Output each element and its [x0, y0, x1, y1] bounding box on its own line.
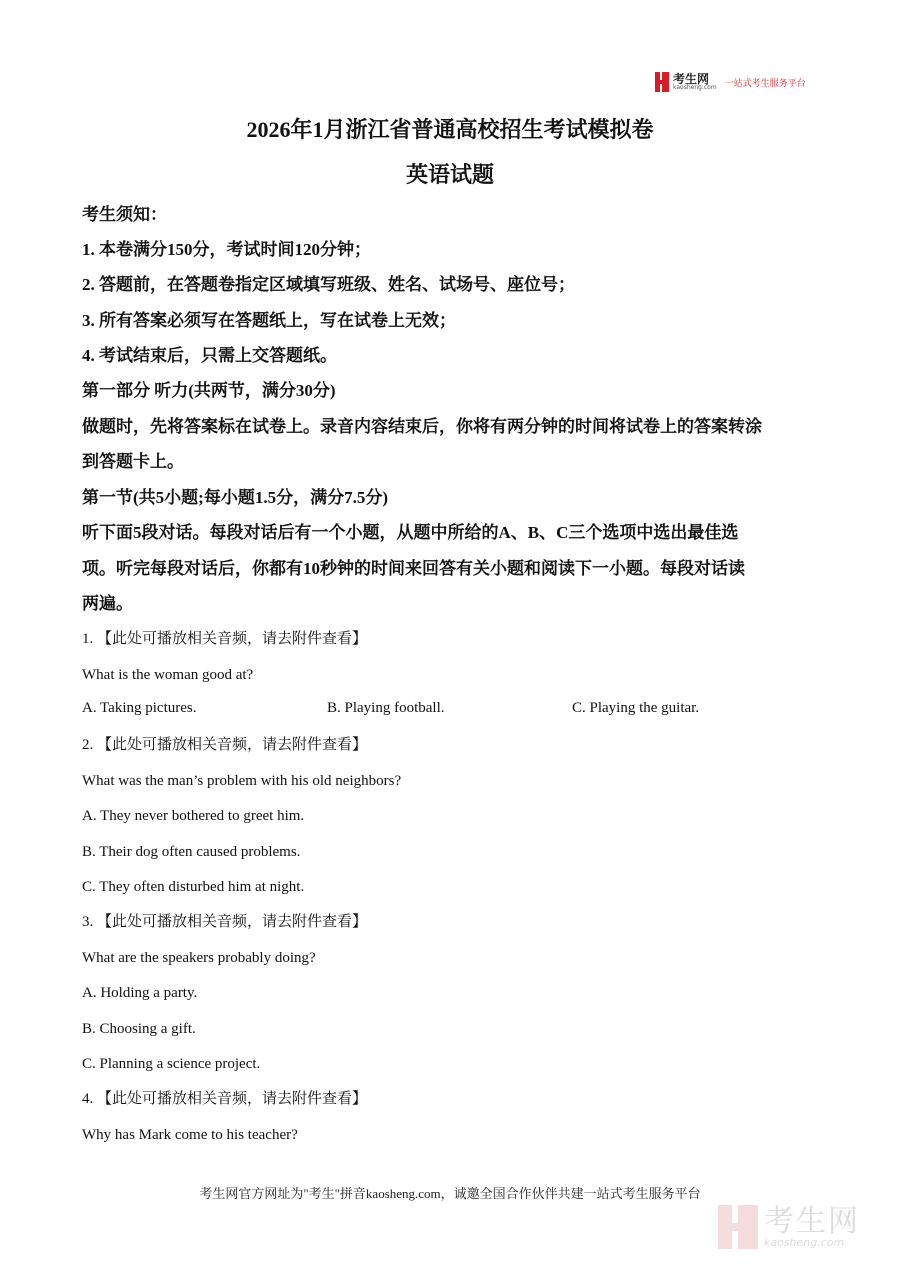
- question-1-option-b: B. Playing football.: [327, 700, 445, 716]
- exam-title: 2026年1月浙江省普通高校招生考试模拟卷: [246, 117, 654, 142]
- question-3-option-b: B. Choosing a gift.: [82, 1021, 196, 1037]
- question-3-text: What are the speakers probably doing?: [82, 950, 316, 966]
- section1-heading: 第一节(共5小题;每小题1.5分，满分7.5分): [82, 488, 388, 507]
- part1-heading: 第一部分 听力(共两节，满分30分): [82, 381, 336, 400]
- notice-item: 3. 所有答案必须写在答题纸上，写在试卷上无效；: [82, 311, 456, 330]
- brand-domain: kaosheng.com: [673, 84, 717, 91]
- question-2-text: What was the man’s problem with his old neighbors?: [82, 773, 402, 789]
- watermark-logo: [718, 1205, 860, 1249]
- question-4-text: Why has Mark come to his teacher?: [82, 1127, 298, 1143]
- watermark-logo-icon: [718, 1205, 758, 1249]
- notice-item: 1. 本卷满分150分，考试时间120分钟；: [82, 240, 371, 259]
- watermark-domain: kaosheng.com: [764, 1235, 845, 1249]
- brand-name: 考生网: [673, 72, 710, 86]
- question-3-audio[interactable]: 3. 【此处可播放相关音频，请去附件查看】: [82, 914, 368, 930]
- question-1-option-a: A. Taking pictures.: [82, 700, 197, 716]
- watermark-name: 考生网: [764, 1203, 860, 1239]
- question-1-audio[interactable]: 1. 【此处可播放相关音频，请去附件查看】: [82, 631, 368, 647]
- notice-item: 4. 考试结束后，只需上交答题纸。: [82, 346, 337, 365]
- part1-instruction: 做题时，先将答案标在试卷上。录音内容结束后，你将有两分钟的时间将试卷上的答案转涂: [82, 417, 762, 436]
- question-3-option-a: A. Holding a party.: [82, 985, 198, 1001]
- exam-subtitle: 英语试题: [405, 162, 494, 187]
- part1-instruction: 到答题卡上。: [82, 452, 184, 471]
- question-1-text: What is the woman good at?: [82, 667, 254, 683]
- question-2-option-a: A. They never bothered to greet him.: [82, 808, 305, 824]
- question-2-audio[interactable]: 2. 【此处可播放相关音频，请去附件查看】: [82, 737, 368, 753]
- kaosheng-logo-icon: [655, 72, 669, 92]
- question-2-option-c: C. They often disturbed him at night.: [82, 879, 305, 895]
- question-1-option-c: C. Playing the guitar.: [572, 700, 700, 716]
- section1-instruction: 听下面5段对话。每段对话后有一个小题，从题中所给的A、B、C三个选项中选出最佳选: [82, 523, 739, 542]
- section1-instruction: 两遍。: [82, 594, 133, 613]
- page-footer: 考生网官方网址为"考生"拼音kaosheng.com，诚邀全国合作伙伴共建一站式考生服务平台: [199, 1186, 701, 1201]
- question-4-audio[interactable]: 4. 【此处可播放相关音频，请去附件查看】: [82, 1091, 368, 1107]
- brand-logo: [655, 72, 806, 92]
- notice-heading: 考生须知：: [82, 205, 167, 224]
- question-3-option-c: C. Planning a science project.: [82, 1056, 261, 1072]
- section1-instruction: 项。听完每段对话后，你都有10秒钟的时间来回答有关小题和阅读下一小题。每段对话读: [82, 559, 745, 578]
- brand-slogan: 一站式考生服务平台: [724, 78, 806, 89]
- notice-item: 2. 答题前，在答题卷指定区域填写班级、姓名、试场号、座位号；: [82, 275, 575, 294]
- question-2-option-b: B. Their dog often caused problems.: [82, 844, 301, 860]
